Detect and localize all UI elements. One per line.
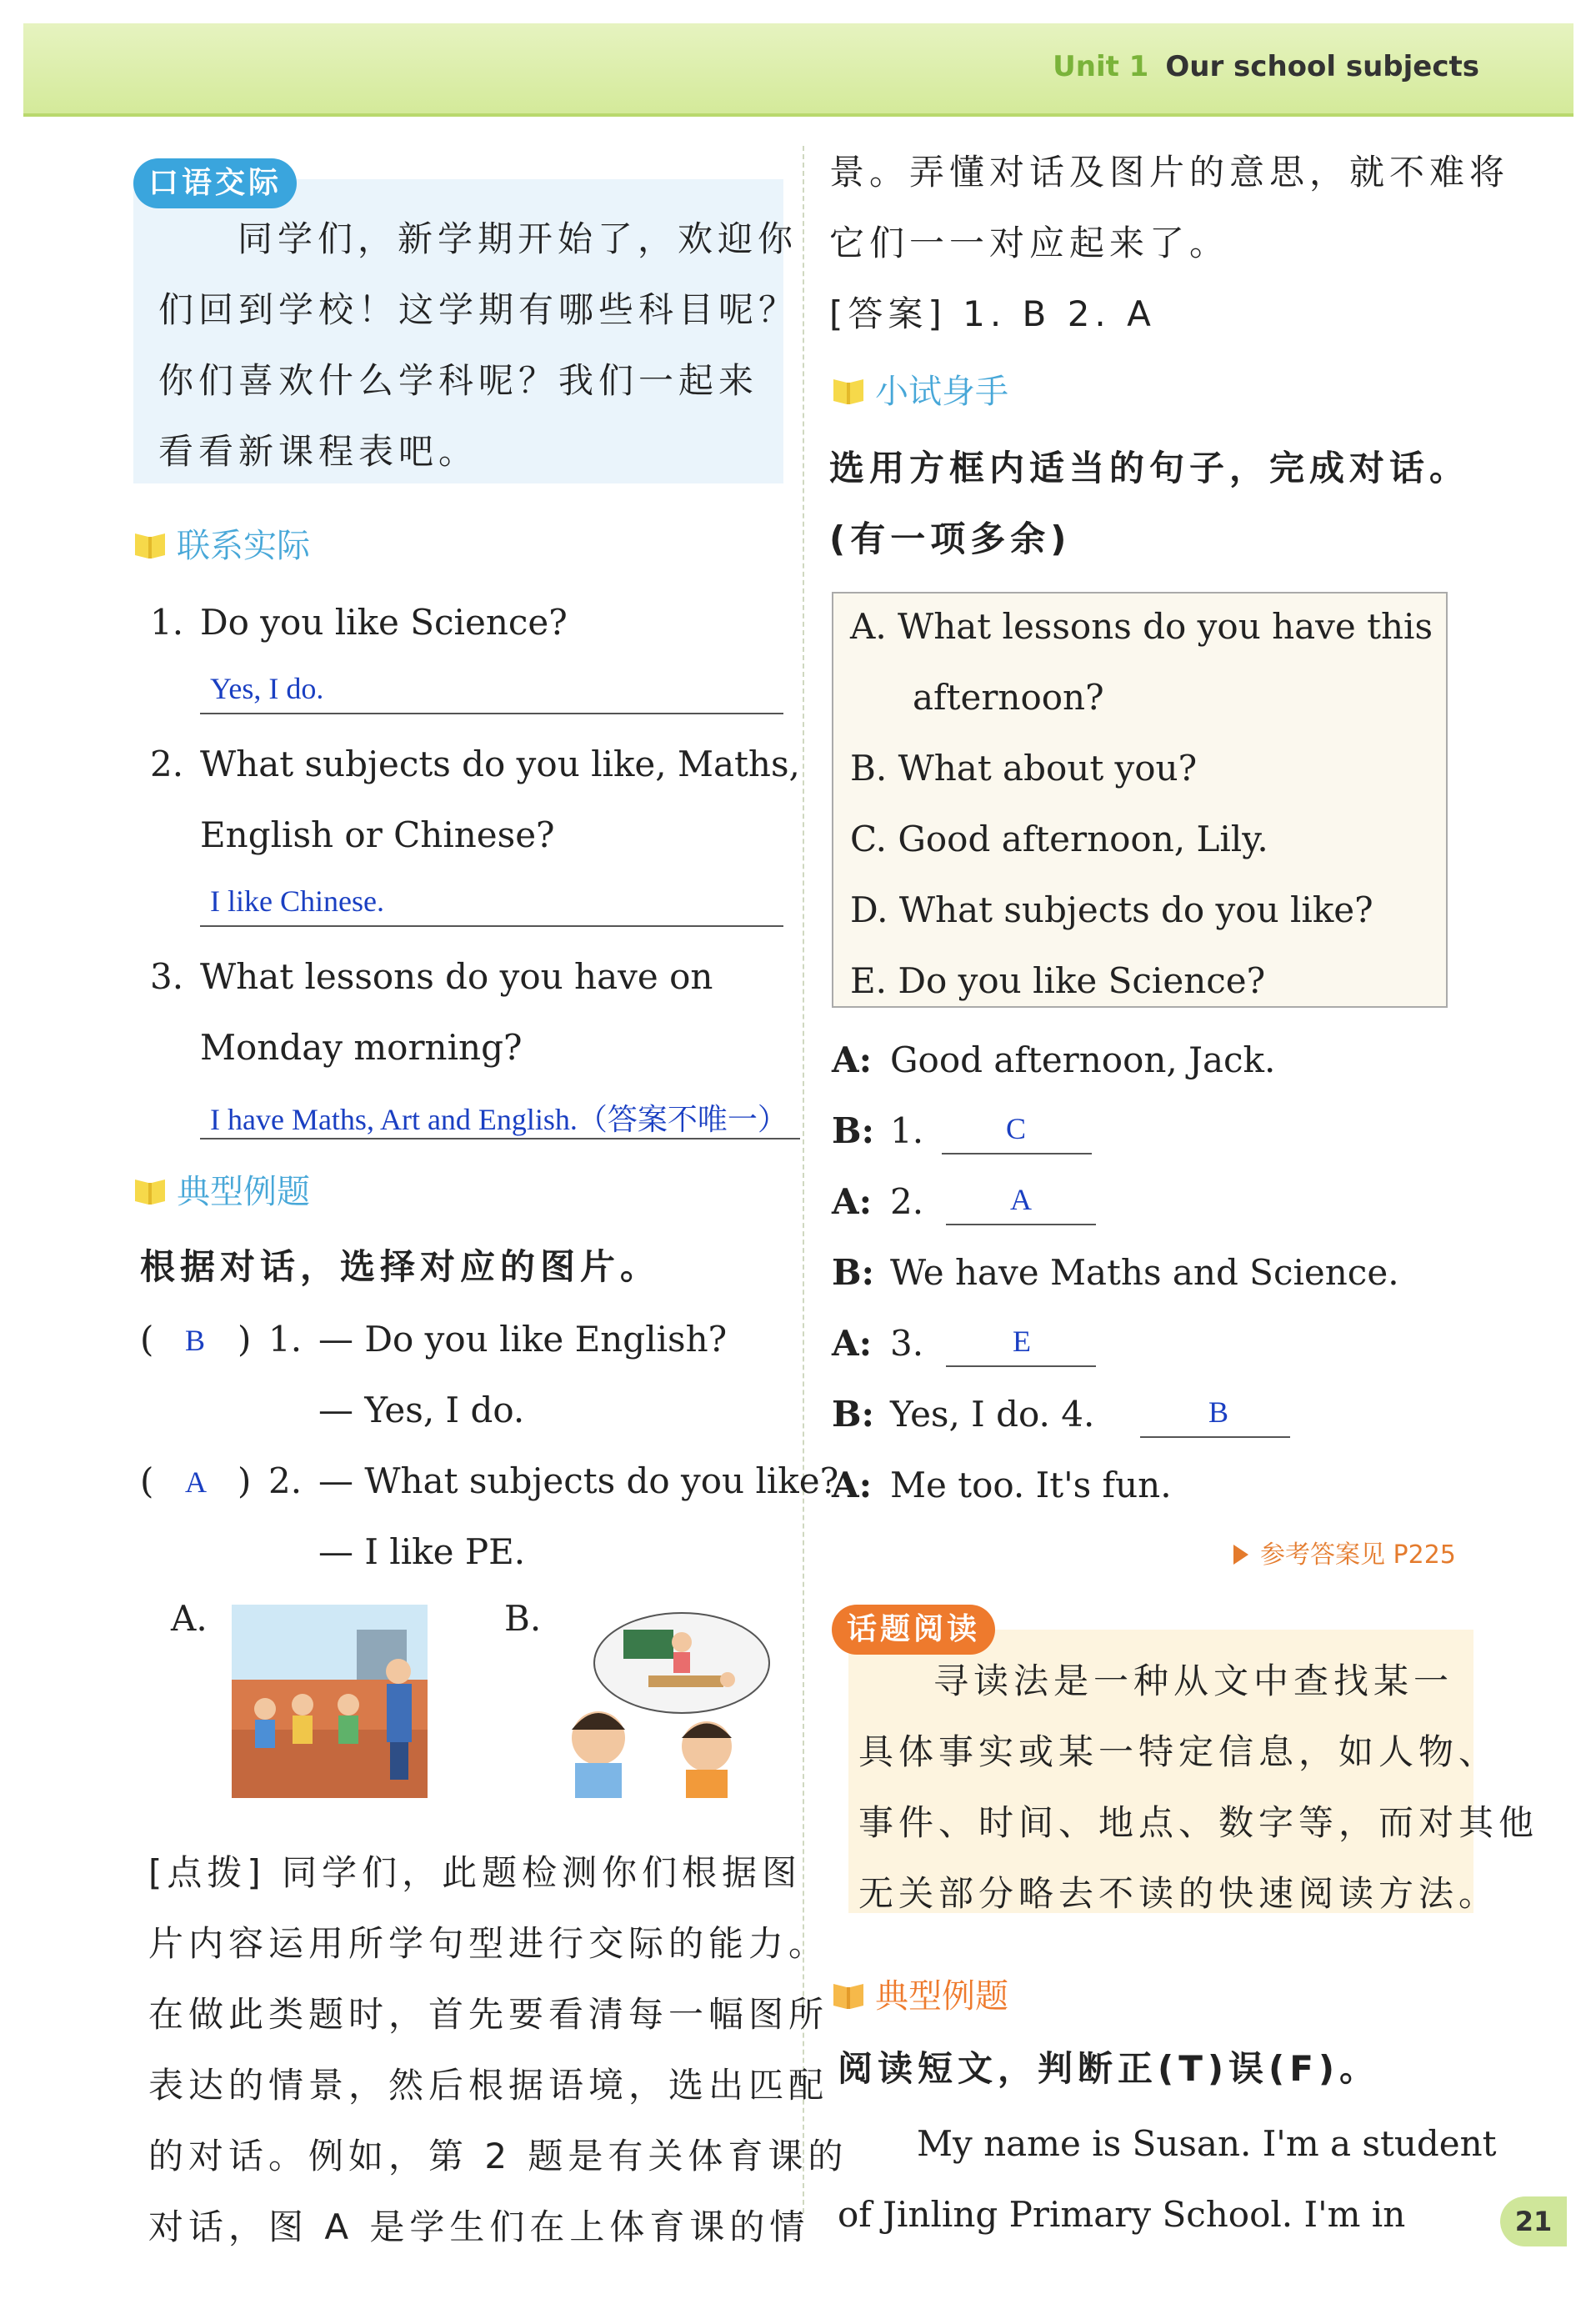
try-instruction-1: 选用方框内适当的句子，完成对话。 [829,448,1470,488]
option-b: B. What about you? [850,748,1198,789]
dialog-5-text: 3. [890,1323,924,1364]
tip-line-1: [点拨] 同学们，此题检测你们根据图 [148,1852,803,1893]
example-heading-right-text: 典型例题 [875,1977,1008,2016]
intro-line-3: 你们喜欢什么学科呢？我们一起来 [158,360,759,401]
dialog-6-blank [1140,1436,1290,1438]
item-1-answer: B [185,1324,206,1357]
reading-instruction: 阅读短文，判断正(T)误(F)。 [838,2048,1380,2089]
book-icon [832,1981,865,2011]
pe-class-illustration [232,1605,428,1798]
reference-note [1233,1534,1456,1570]
item-2-bracket-close: ) [238,1460,252,1501]
tip-line-6: 对话，图 A 是学生们在上体育课的情 [148,2206,810,2247]
dialog-5-fill: E [1013,1325,1031,1358]
book-icon [133,530,167,560]
dialog-2-text: 1. [890,1110,924,1151]
item-2-answer: A [185,1465,207,1499]
passage-line-1: My name is Susan. I'm a student [917,2123,1497,2164]
q3-number: 3. [150,956,184,997]
dialog-3-speaker: A: [832,1181,873,1222]
example-heading-left-text: 典型例题 [177,1173,310,1211]
oral-label: 口语交际 [133,158,297,208]
practice-heading [133,521,310,571]
dialog-2-speaker: B: [832,1110,875,1151]
q3-line-1: What lessons do you have on [200,956,713,997]
dialog-7-text: Me too. It's fun. [890,1465,1172,1505]
dialog-1-text: Good afternoon, Jack. [890,1039,1276,1080]
tip-line-5: 的对话。例如，第 2 题是有关体育课的 [148,2136,848,2176]
answer-key: [答案] 1. B 2. A [829,293,1156,334]
q2-number: 2. [150,744,184,784]
practice-heading-text: 联系实际 [177,527,310,565]
q1-answer-line [200,713,783,714]
reading-tip-line-1: 寻读法是一种从文中查找某一 [933,1660,1454,1701]
option-d: D. What subjects do you like? [850,889,1373,930]
intro-line-1: 同学们，新学期开始了，欢迎你 [238,218,798,259]
column-divider [803,146,804,2213]
try-heading [832,367,1008,417]
item-2-line-1: — What subjects do you like? [318,1460,839,1501]
unit-title: Our school subjects [1165,50,1479,83]
dialog-6-text: Yes, I do. 4. [890,1394,1095,1435]
topic-reading-label: 话题阅读 [832,1605,995,1655]
option-c: C. Good afternoon, Lily. [850,819,1268,859]
example-heading-right [832,1971,1008,2021]
dialog-3-text: 2. [890,1181,924,1222]
dialog-5-blank [946,1365,1096,1367]
example-heading-left [133,1167,310,1217]
dialog-3-blank [946,1224,1096,1225]
book-icon [133,1176,167,1206]
dialog-2-fill: C [1006,1112,1027,1145]
tip-line-3: 在做此类题时，首先要看清每一幅图所 [148,1994,829,2035]
item-1-number: 1. [268,1319,303,1360]
continued-line-2: 它们一一对应起来了。 [829,223,1230,263]
q3-answer: I have Maths, Art and English.（答案不唯一） [210,1103,788,1136]
dialog-2-blank [942,1153,1092,1155]
option-a-cont: afternoon? [913,677,1104,718]
q1-number: 1. [150,602,184,643]
dialog-4-speaker: B: [832,1252,875,1293]
q2-answer: I like Chinese. [210,884,384,918]
option-a: A. What lessons do you have this [850,606,1433,647]
q1-text: Do you like Science? [200,602,568,643]
intro-line-2: 们回到学校！这学期有哪些科目呢？ [158,289,799,330]
item-2-bracket-open: ( [140,1460,154,1501]
dialog-6-fill: B [1208,1395,1229,1429]
image-a-label: A. [171,1598,208,1639]
q1-answer: Yes, I do. [210,672,324,705]
continued-line-1: 景。弄懂对话及图片的意思，就不难将 [829,152,1510,193]
try-instruction-2: (有一项多余) [829,518,1072,559]
item-1-line-2: — Yes, I do. [318,1390,525,1430]
q2-line-2: English or Chinese? [200,814,555,855]
dialog-4-text: We have Maths and Science. [890,1252,1399,1293]
item-1-bracket-open: ( [140,1319,154,1360]
book-icon [832,376,865,406]
reading-tip-line-2: 具体事实或某一特定信息，如人物、 [858,1731,1499,1772]
reading-tip-line-3: 事件、时间、地点、数字等，而对其他 [858,1802,1539,1843]
dialog-6-speaker: B: [832,1394,875,1435]
page-number: 21 [1500,2196,1567,2246]
item-1-line-1: — Do you like English? [318,1319,728,1360]
q2-line-1: What subjects do you like, Maths, [200,744,800,784]
try-heading-text: 小试身手 [875,373,1008,411]
passage-line-2: of Jinling Primary School. I'm in [838,2194,1406,2235]
reference-text: 参考答案见 P225 [1260,1540,1456,1570]
tip-line-2: 片内容运用所学句型进行交际的能力。 [148,1923,829,1964]
q2-answer-line [200,925,783,927]
item-2-number: 2. [268,1460,303,1501]
tip-line-4: 表达的情景，然后根据语境，选出匹配 [148,2065,829,2106]
arrow-icon [1233,1545,1248,1565]
classroom-thought-illustration [557,1605,773,1798]
q3-line-2: Monday morning? [200,1027,523,1068]
option-e: E. Do you like Science? [850,960,1266,1001]
item-2-line-2: — I like PE. [318,1531,526,1572]
image-b-label: B. [504,1598,542,1639]
dialog-3-fill: A [1010,1183,1032,1216]
unit-header [1053,50,1479,83]
q3-answer-line [200,1138,800,1139]
intro-line-4: 看看新课程表吧。 [158,431,479,472]
dialog-5-speaker: A: [832,1323,873,1364]
dialog-1-speaker: A: [832,1039,873,1080]
reading-tip-line-4: 无关部分略去不读的快速阅读方法。 [858,1873,1499,1914]
unit-number: Unit 1 [1053,50,1149,83]
example-instruction: 根据对话，选择对应的图片。 [140,1246,661,1287]
dialog-7-speaker: A: [832,1465,873,1505]
item-1-bracket-close: ) [238,1319,252,1360]
